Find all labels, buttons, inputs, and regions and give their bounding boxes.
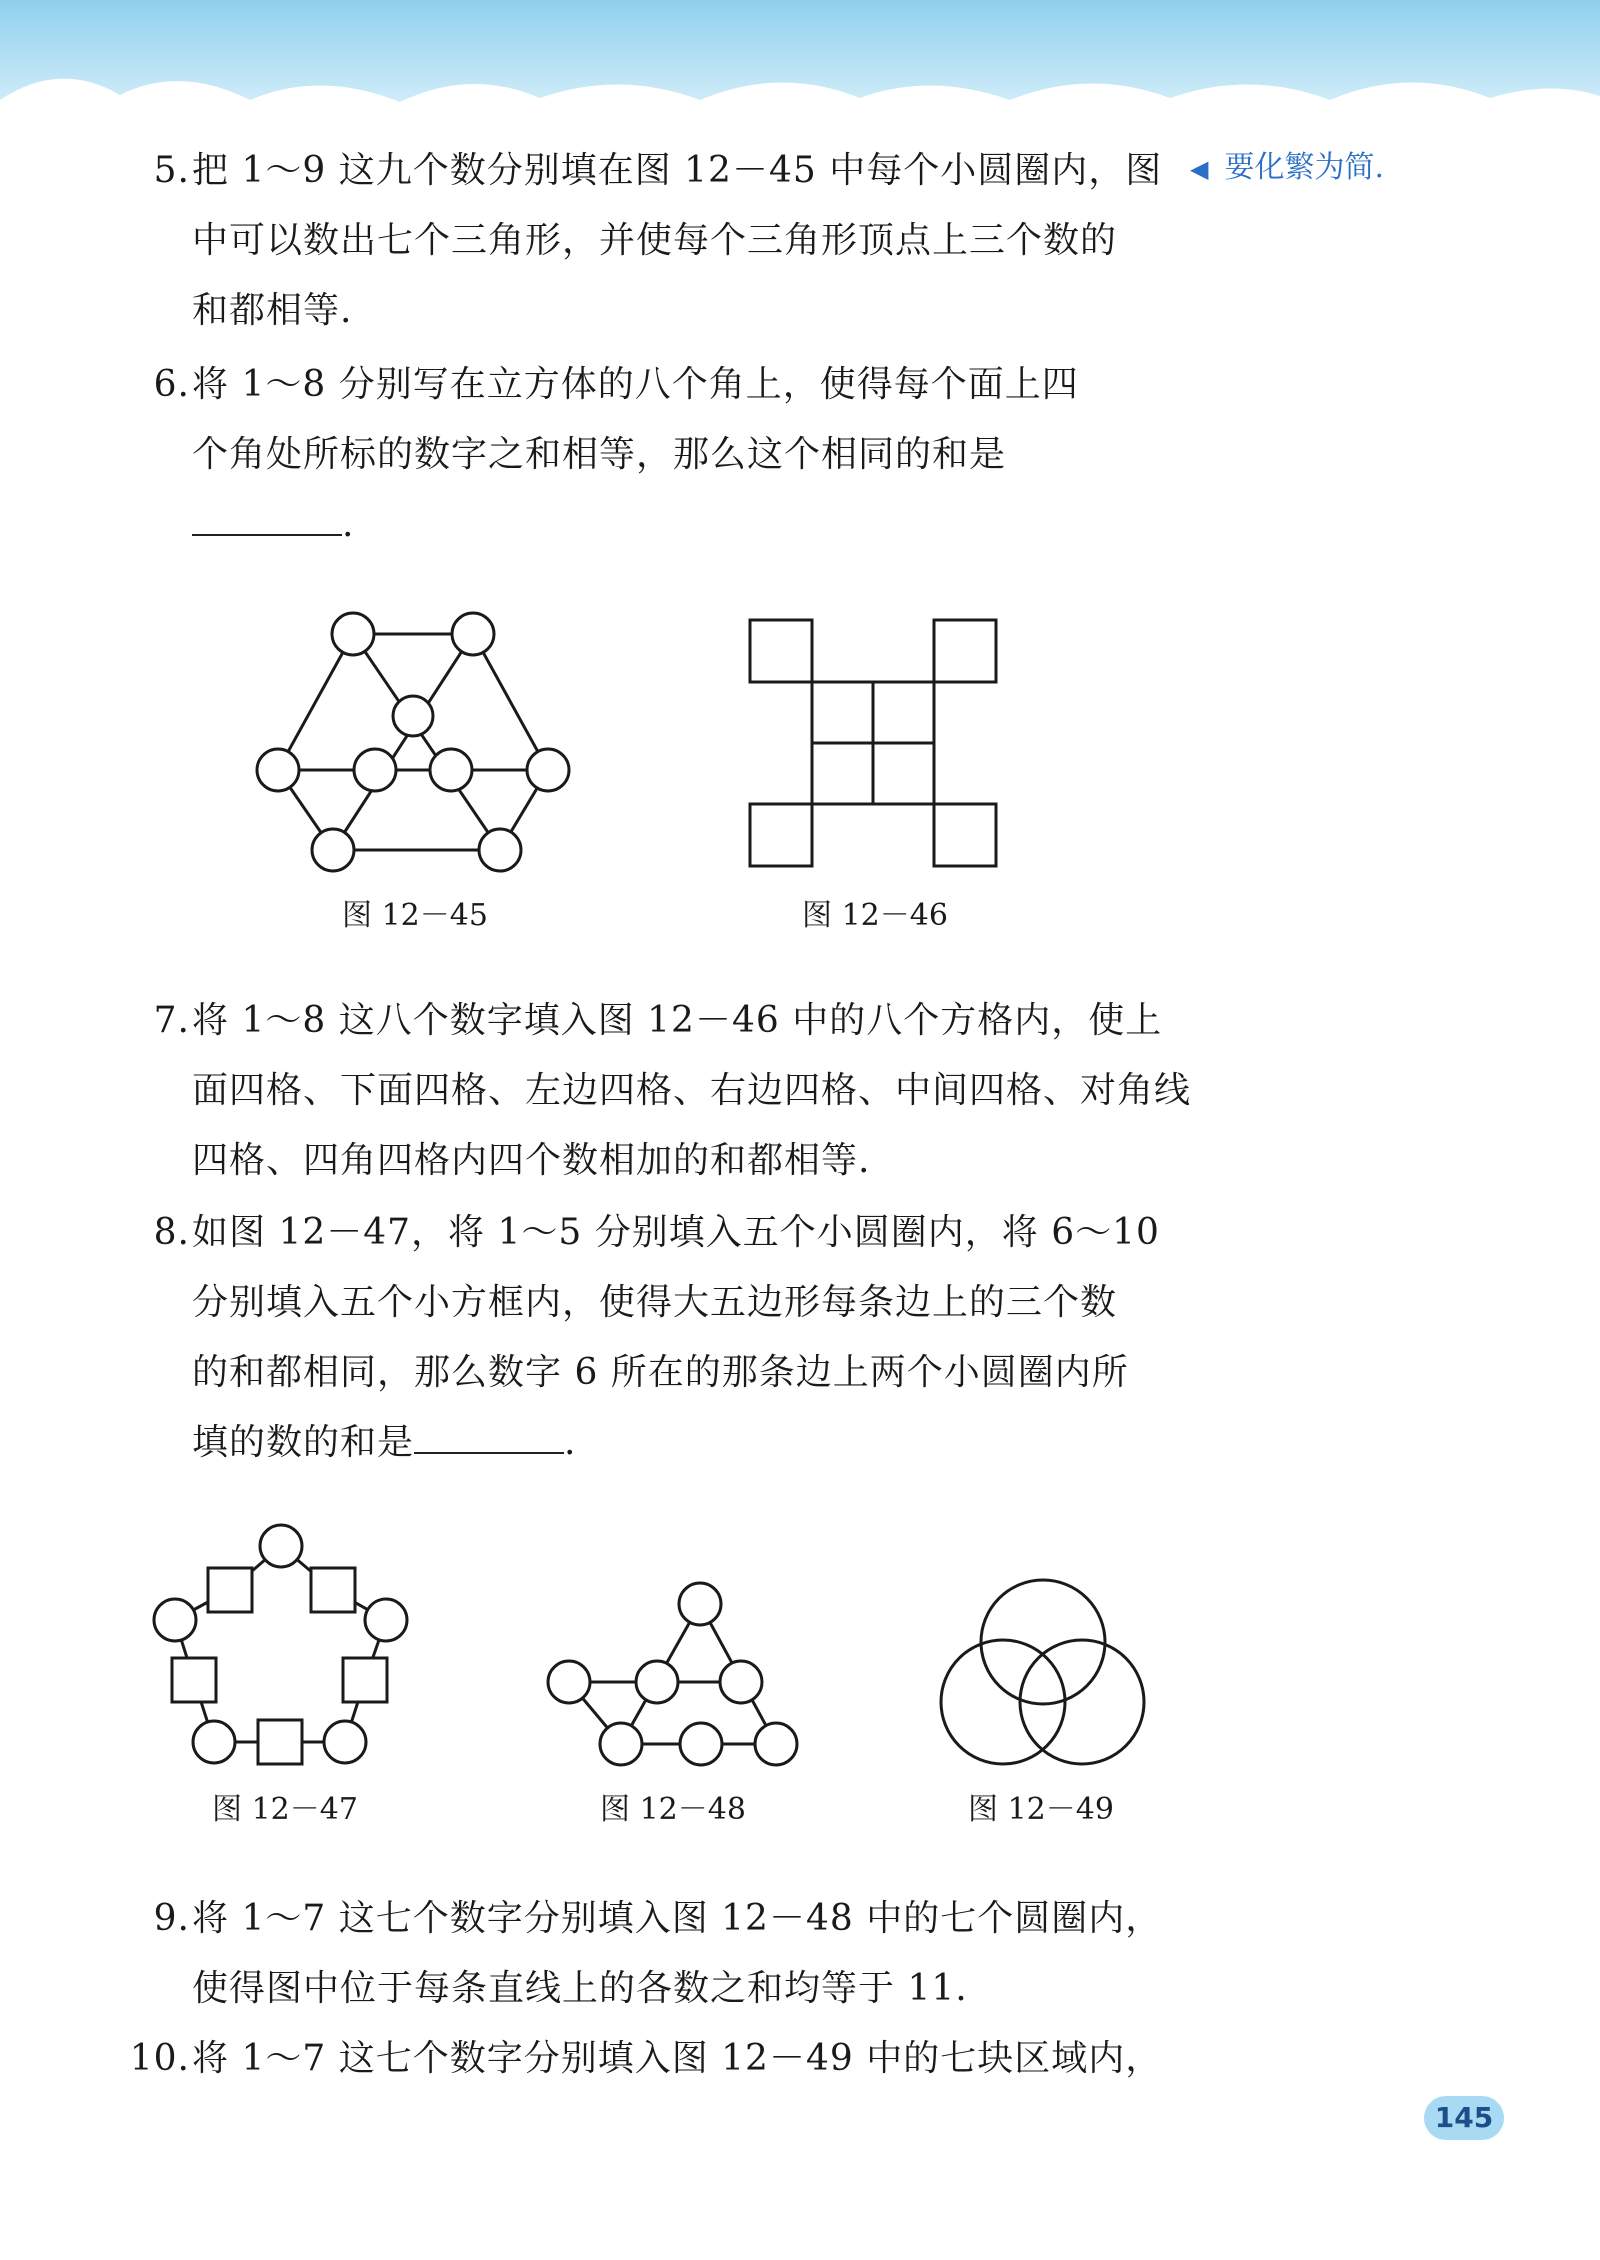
question-8	[120, 1198, 1160, 1478]
circle-node[interactable]	[720, 1661, 762, 1703]
grid-square[interactable]	[812, 743, 873, 804]
question-number: 6.	[153, 364, 190, 405]
grid-square[interactable]	[750, 620, 812, 682]
circle-node[interactable]	[365, 1599, 407, 1641]
margin-tip-text: 要化繁为简.	[1224, 150, 1385, 185]
figure-12-45	[250, 600, 590, 880]
question-10	[120, 2024, 1162, 2094]
circle-node[interactable]	[324, 1721, 366, 1763]
square-box[interactable]	[258, 1720, 302, 1764]
figure-12-46	[740, 610, 1010, 880]
circle-node[interactable]	[548, 1661, 590, 1703]
venn-circle[interactable]	[1020, 1640, 1144, 1764]
question-text-line: 的和都相同，那么数字 6 所在的那条边上两个小圆圈内所	[192, 1352, 1129, 1393]
square-box[interactable]	[343, 1658, 387, 1702]
circle-node[interactable]	[430, 749, 472, 791]
circle-node[interactable]	[452, 613, 494, 655]
circle-node[interactable]	[332, 613, 374, 655]
question-text-line: 如图 12－47，将 1～5 分别填入五个小圆圈内，将 6～10	[192, 1212, 1160, 1253]
circle-node[interactable]	[636, 1661, 678, 1703]
circle-node[interactable]	[680, 1723, 722, 1765]
circle-node[interactable]	[755, 1723, 797, 1765]
question-text-line: 将 1～7 这七个数字分别填入图 12－48 中的七个圆圈内，	[192, 1898, 1163, 1939]
figure-12-47	[145, 1520, 415, 1770]
question-5	[120, 136, 1162, 346]
grid-square[interactable]	[934, 620, 996, 682]
question-text-line: 中可以数出七个三角形，并使每个三角形顶点上三个数的	[192, 220, 1118, 261]
header-clouds	[0, 40, 1600, 150]
question-text-line: 四格、四角四格内四个数相加的和都相等.	[192, 1140, 871, 1181]
grid-square[interactable]	[934, 804, 996, 866]
circle-node[interactable]	[260, 1525, 302, 1567]
answer-blank[interactable]	[414, 1418, 564, 1454]
venn-circle[interactable]	[941, 1640, 1065, 1764]
circle-node[interactable]	[479, 829, 521, 871]
question-text-line: 将 1～8 分别写在立方体的八个角上，使得每个面上四	[192, 364, 1079, 405]
question-number: 9.	[153, 1898, 190, 1939]
circle-node[interactable]	[257, 749, 299, 791]
square-box[interactable]	[311, 1568, 355, 1612]
figure-caption: 图 12－49	[968, 1792, 1114, 1827]
circle-node[interactable]	[154, 1599, 196, 1641]
circle-node[interactable]	[354, 749, 396, 791]
answer-line: .	[192, 490, 1079, 560]
figure-caption: 图 12－45	[342, 898, 488, 933]
question-text-line: 面四格、下面四格、左边四格、右边四格、中间四格、对角线	[192, 1070, 1192, 1111]
question-number: 5.	[153, 150, 190, 191]
figure-lines	[278, 634, 548, 850]
question-text-line: 使得图中位于每条直线上的各数之和均等于 11.	[192, 1968, 968, 2009]
question-text-line: 分别填入五个小方框内，使得大五边形每条边上的三个数	[192, 1282, 1118, 1323]
question-text-line: 个角处所标的数字之和相等，那么这个相同的和是	[192, 434, 1007, 475]
question-6	[120, 350, 1079, 560]
circle-node[interactable]	[312, 829, 354, 871]
circle-node[interactable]	[393, 696, 433, 736]
question-number: 8.	[153, 1212, 190, 1253]
figure-caption: 图 12－47	[212, 1792, 358, 1827]
figure-12-49	[930, 1570, 1150, 1770]
question-7	[120, 986, 1191, 1196]
circle-node[interactable]	[679, 1583, 721, 1625]
question-number: 7.	[153, 1000, 190, 1041]
question-text-line: 将 1～8 这八个数字填入图 12－46 中的八个方格内，使上	[192, 1000, 1163, 1041]
grid-square[interactable]	[750, 804, 812, 866]
question-9	[120, 1884, 1162, 2024]
square-box[interactable]	[208, 1568, 252, 1612]
circle-node[interactable]	[527, 749, 569, 791]
margin-tip	[1190, 148, 1384, 189]
left-triangle-icon: ◀	[1190, 155, 1209, 183]
grid-square[interactable]	[873, 743, 934, 804]
venn-circle[interactable]	[981, 1580, 1105, 1704]
grid-square[interactable]	[873, 682, 934, 743]
circle-node[interactable]	[193, 1721, 235, 1763]
square-box[interactable]	[172, 1658, 216, 1702]
answer-blank[interactable]	[192, 500, 342, 536]
question-number: 10.	[129, 2038, 190, 2079]
page-number-badge: 145	[1424, 2096, 1504, 2140]
answer-line: 填的数的和是 .	[192, 1408, 1160, 1478]
circle-node[interactable]	[600, 1723, 642, 1765]
question-text-line: 将 1～7 这七个数字分别填入图 12－49 中的七块区域内，	[192, 2038, 1163, 2079]
figure-12-48	[540, 1575, 810, 1770]
question-text-line: 把 1～9 这九个数分别填在图 12－45 中每个小圆圈内，图	[192, 150, 1163, 191]
figure-caption: 图 12－48	[600, 1792, 746, 1827]
figure-caption: 图 12－46	[802, 898, 948, 933]
question-text-line: 和都相等.	[192, 290, 353, 331]
grid-square[interactable]	[812, 682, 873, 743]
